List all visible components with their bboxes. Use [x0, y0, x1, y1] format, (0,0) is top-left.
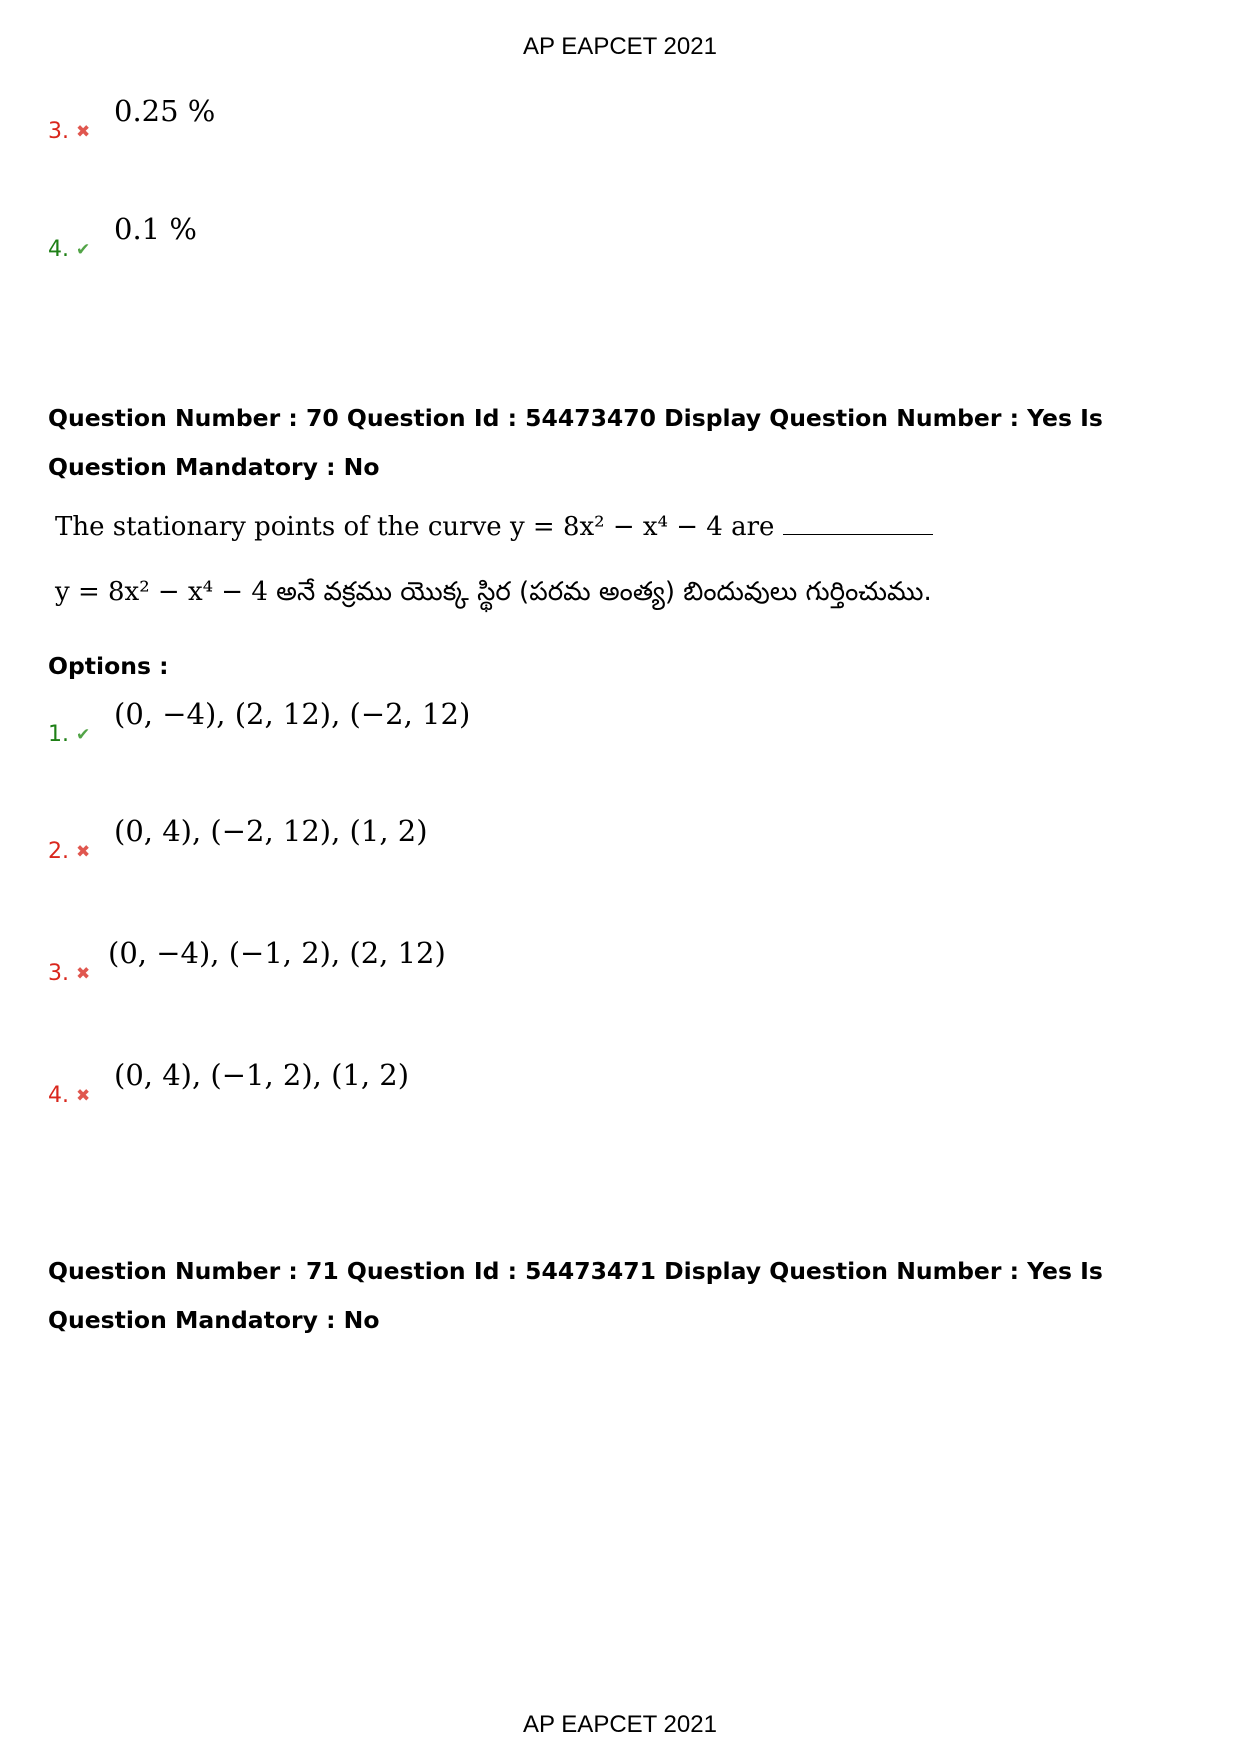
wrong-icon: ✖ [76, 842, 91, 862]
question-text-prefix: The stationary points of the curve [55, 512, 510, 542]
option-number: 1. [48, 722, 69, 747]
option-row [48, 695, 948, 745]
question-70-text-telugu [55, 575, 932, 609]
question-text-suffix: are [722, 512, 775, 542]
option-row [48, 934, 948, 984]
wrong-icon: ✖ [76, 122, 91, 142]
option-number: 4. [48, 237, 69, 262]
option-row [48, 92, 948, 142]
correct-icon: ✔ [76, 725, 91, 745]
question-equation: y = 8x² − x⁴ − 4 [509, 512, 723, 542]
question-70-text-english [55, 510, 933, 544]
option-value: (0, −4), (2, 12), (−2, 12) [114, 697, 471, 731]
question-71-header: Question Number : 71 Question Id : 54473471 Display Question Number : Yes Is Question Mandatory : No [48, 1257, 1103, 1334]
page-footer: AP EAPCET 2021 [523, 1711, 717, 1738]
option-row [48, 210, 948, 260]
options-label: Options : [48, 652, 169, 680]
option-value: (0, 4), (−1, 2), (1, 2) [114, 1058, 410, 1092]
answer-blank [783, 512, 933, 535]
wrong-icon: ✖ [76, 964, 91, 984]
question-70-header: Question Number : 70 Question Id : 54473470 Display Question Number : Yes Is Question Mandatory : No [48, 404, 1103, 481]
option-number: 4. [48, 1083, 69, 1108]
option-number: 3. [48, 119, 69, 144]
option-value: 0.25 % [114, 94, 216, 128]
wrong-icon: ✖ [76, 1086, 91, 1106]
question-equation: y = 8x² − x⁴ − 4 [55, 577, 268, 607]
option-value: (0, 4), (−2, 12), (1, 2) [114, 814, 428, 848]
option-number: 2. [48, 839, 69, 864]
telugu-text: అనే వక్రము యొక్క స్థిర (పరమ అంత్య) బిందువులు గుర్తించుము. [267, 577, 932, 607]
page-header: AP EAPCET 2021 [523, 33, 717, 60]
correct-icon: ✔ [76, 240, 91, 260]
option-value: (0, −4), (−1, 2), (2, 12) [108, 936, 446, 970]
option-number: 3. [48, 961, 69, 986]
option-row [48, 1056, 948, 1106]
option-row [48, 812, 948, 862]
option-value: 0.1 % [114, 212, 197, 246]
